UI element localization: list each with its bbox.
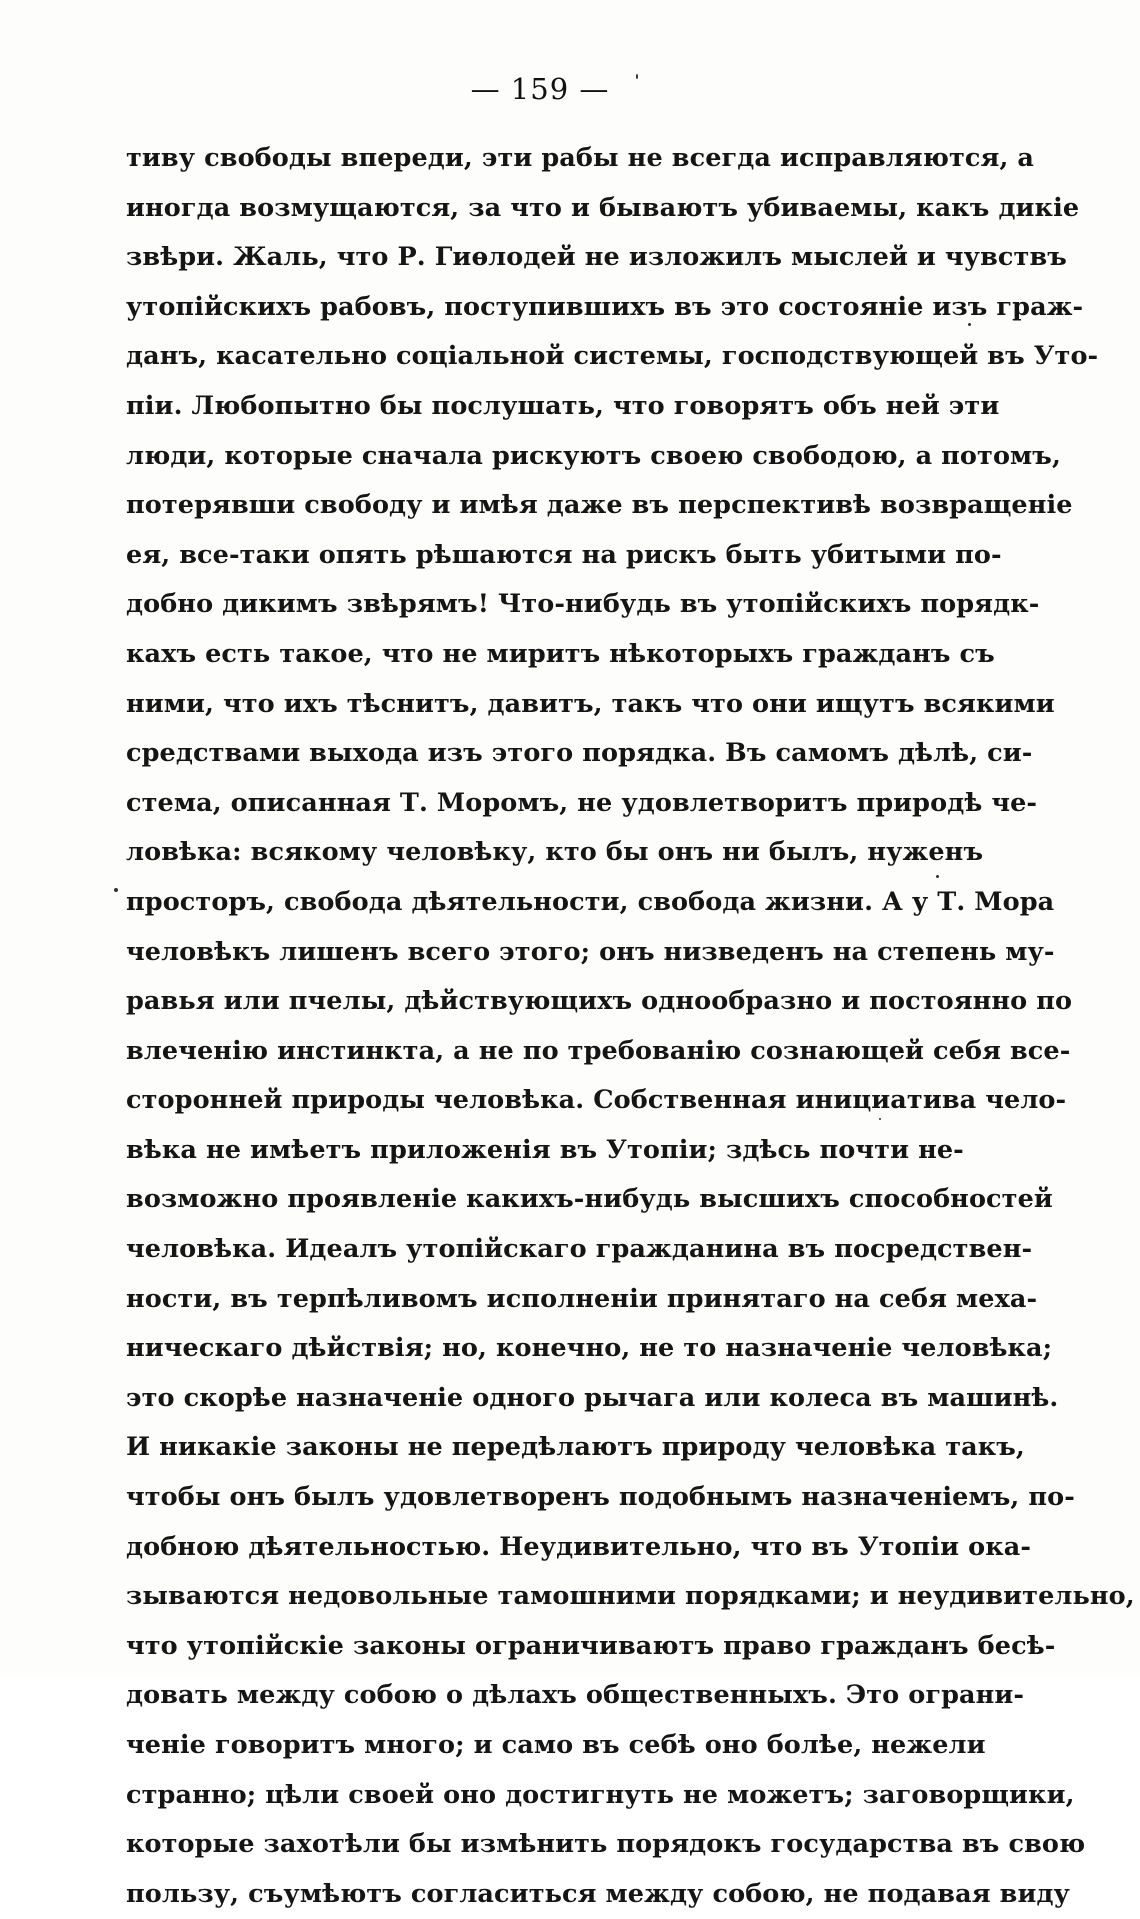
text-line: добно дикимъ звѣрямъ! Что-нибудь въ утопійскихъ порядк- xyxy=(126,589,1040,620)
text-line: странно; цѣли своей оно достигнуть не можетъ; заговорщики, xyxy=(126,1779,1075,1810)
text-line: кахъ есть такое, что не миритъ нѣкоторыхъ гражданъ съ xyxy=(126,638,995,669)
text-line: которые захотѣли бы измѣнить порядокъ государства въ свою xyxy=(126,1829,1086,1860)
print-speck xyxy=(114,888,118,892)
text-line: что утопійскіе законы ограничиваютъ право гражданъ бесѣ- xyxy=(126,1630,1056,1661)
text-line: человѣка. Идеалъ утопійскаго гражданина въ посредствен- xyxy=(126,1234,1033,1265)
text-line: звѣри. Жаль, что Р. Гиѳлодей не изложилъ мыслей и чувствъ xyxy=(126,242,1067,273)
text-line: потерявши свободу и имѣя даже въ перспективѣ возвращеніе xyxy=(126,490,1073,521)
text-line: И никакіе законы не передѣлаютъ природу человѣка такъ, xyxy=(126,1432,1025,1463)
text-line: влеченію инстинкта, а не по требованію сознающей себя все- xyxy=(126,1035,1071,1066)
text-line: люди, которые сначала рискуютъ своею свободою, а потомъ, xyxy=(126,440,1061,471)
text-line: ническаго дѣйствія; но, конечно, не то назначеніе человѣка; xyxy=(126,1333,1053,1364)
page-number: — 159 — xyxy=(470,72,610,106)
text-line: возможно проявленіе какихъ-нибудь высшихъ способностей xyxy=(126,1184,1053,1215)
print-speck xyxy=(936,875,939,878)
text-line: равья или пчелы, дѣйствующихъ однообразно и постоянно по xyxy=(126,986,1073,1017)
text-line: ности, въ терпѣливомъ исполненіи принятаго на себя меха- xyxy=(126,1283,1038,1314)
text-line: средствами выхода изъ этого порядка. Въ самомъ дѣлѣ, си- xyxy=(126,738,1033,769)
body-text xyxy=(126,134,1135,1919)
text-line: вѣка не имѣетъ приложенія въ Утопіи; здѣсь почти не- xyxy=(126,1134,964,1165)
text-line: просторъ, свобода дѣятельности, свобода жизни. А у Т. Мора xyxy=(126,886,1055,917)
text-line: тиву свободы впереди, эти рабы не всегда исправляются, а xyxy=(126,143,1035,173)
text-line: пользу, съумѣютъ согласиться между собою, не подавая виду xyxy=(126,1878,1070,1909)
text-line: сторонней природы человѣка. Собственная инициатива чело- xyxy=(126,1085,1067,1116)
text-line: ними, что ихъ тѣснитъ, давитъ, такъ что они ищутъ всякими xyxy=(126,688,1055,719)
print-speck xyxy=(636,74,638,79)
text-line: зываются недовольные тамошними порядками; и неудивительно, xyxy=(126,1581,1135,1612)
text-line: утопійскихъ рабовъ, поступившихъ въ это состояніе изъ граж- xyxy=(126,291,1084,322)
print-speck xyxy=(879,1118,881,1120)
text-line: довать между собою о дѣлахъ общественныхъ. Это ограни- xyxy=(126,1680,1025,1711)
text-line: добною дѣятельностью. Неудивительно, что въ Утопіи ока- xyxy=(126,1531,1032,1562)
text-line: иногда возмущаются, за что и бываютъ убиваемы, какъ дикіе xyxy=(126,192,1080,223)
text-line: чтобы онъ былъ удовлетворенъ подобнымъ назначеніемъ, по- xyxy=(126,1482,1075,1513)
text-line: человѣкъ лишенъ всего этого; онъ низведенъ на степень му- xyxy=(126,936,1055,967)
print-speck xyxy=(968,323,971,326)
text-line: данъ, касательно соціальной системы, господствующей въ Уто- xyxy=(126,341,1099,372)
text-line: піи. Любопытно бы послушать, что говорятъ объ ней эти xyxy=(126,390,1000,421)
text-line: ея, все-таки опять рѣшаются на рискъ быть убитыми по- xyxy=(126,539,1002,570)
text-line: стема, описанная Т. Моромъ, не удовлетворитъ природѣ че- xyxy=(126,787,1038,818)
text-line: ченіе говоритъ много; и само въ себѣ оно болѣе, нежели xyxy=(126,1730,986,1760)
text-line: это скорѣе назначеніе одного рычага или колеса въ машинѣ. xyxy=(126,1382,1059,1413)
text-line: ловѣка: всякому человѣку, кто бы онъ ни былъ, нуженъ xyxy=(126,837,984,868)
